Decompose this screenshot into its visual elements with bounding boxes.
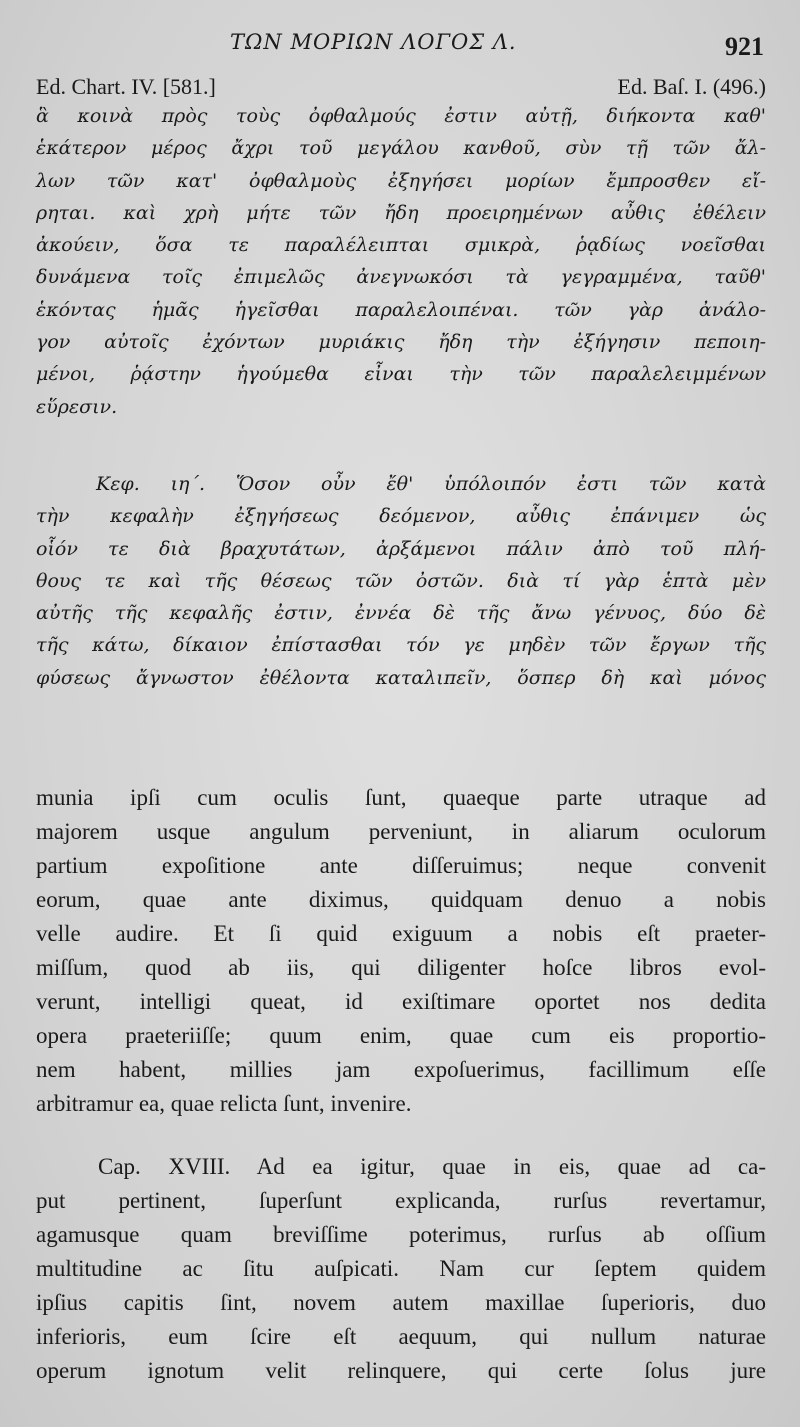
text-line: θους τε καὶ τῆς θέσεως τῶν ὀστῶν. διὰ τί γὰρ ἑπτὰ μὲν — [36, 569, 766, 592]
edition-chartier-ref: Ed. Chart. IV. [581.] — [36, 74, 216, 99]
latin-paragraph-1 — [36, 781, 766, 1121]
edition-reference-line — [36, 74, 766, 102]
text-line: λων τῶν κατ' ὀφθαλμοὺς ἐξηγήσει μορίων ἔμπροσθεν εἴ- — [36, 169, 766, 192]
chapter-heading-line: Cap. XVIII. Ad ea igitur, quae in eis, quae ad ca- — [98, 1154, 766, 1179]
text-line: put pertinent, ſuperſunt explicanda, rurſus revertamur, — [36, 1188, 766, 1213]
text-line: τῆς κάτω, δίκαιον ἐπίστασθαι τόν γε μηδὲν τῶν ἔργων τῆς — [36, 634, 766, 657]
text-line: nem habent, millies jam expoſuerimus, facillimum eſſe — [36, 1057, 766, 1082]
latin-paragraph-2 — [36, 1150, 766, 1388]
text-line: δυνάμενα τοῖς ἐπιμελῶς ἀνεγνωκόσι τὰ γεγραμμένα, ταῦθ' — [36, 266, 766, 289]
text-line: μένοι, ῥᾴστην ἡγούμεθα εἶναι τὴν τῶν παραλελειμμένων — [36, 363, 766, 386]
text-line: majorem usque angulum perveniunt, in aliarum oculorum — [36, 819, 766, 844]
text-line: ρηται. καὶ χρὴ μήτε τῶν ἤδη προειρημένων αὖθις ἐθέλειν — [36, 201, 766, 224]
text-line: αὐτῆς τῆς κεφαλῆς ἐστιν, ἐννέα δὲ τῆς ἄνω γένυος, δύο δὲ — [36, 602, 766, 625]
running-title: ΤΩΝ ΜΟΡΙΩΝ ΛΟΓΟΣ Λ. — [230, 30, 517, 54]
greek-paragraph-2 — [36, 468, 766, 694]
text-line: multitudine ac ſitu auſpicati. Nam cur ſeptem quidem — [36, 1256, 766, 1281]
page-header — [0, 26, 800, 66]
text-line: operum ignotum velit relinquere, qui certe ſolus jure — [36, 1358, 766, 1383]
text-line: ἑκάτερον μέρος ἄχρι τοῦ μεγάλου κανθοῦ, σὺν τῇ τῶν ἄλ- — [36, 137, 766, 160]
text-line: inferioris, eum ſcire eſt aequum, qui nullum naturae — [36, 1324, 766, 1349]
text-line: agamusque quam breviſſime poterimus, rurſus ab oſſium — [36, 1222, 766, 1247]
text-line: οἷόν τε διὰ βραχυτάτων, ἀρξάμενοι πάλιν ἀπὸ τοῦ πλή- — [36, 537, 766, 560]
page-number: 921 — [725, 32, 764, 61]
text-line: verunt, intelligi queat, id exiſtimare oportet nos dedita — [36, 989, 766, 1014]
text-line: velle audire. Et ſi quid exiguum a nobis eſt praeter- — [36, 921, 766, 946]
text-line: ἑκόντας ἡμᾶς ἡγεῖσθαι παραλελοιπέναι. τῶν γὰρ ἀνάλο- — [36, 298, 766, 321]
greek-paragraph-1 — [36, 100, 766, 423]
text-line: eorum, quae ante diximus, quidquam denuo a nobis — [36, 887, 766, 912]
text-line: miſſum, quod ab iis, qui diligenter hoſce libros evol- — [36, 955, 766, 980]
text-line: ἃ κοινὰ πρὸς τοὺς ὀφθαλμούς ἐστιν αὐτῇ, διήκοντα καθ' — [36, 105, 766, 127]
text-line: opera praeteriiſſe; quum enim, quae cum eis proportio- — [36, 1023, 766, 1048]
text-line: τὴν κεφαλὴν ἐξηγήσεως δεόμενον, αὖθις ἐπάνιμεν ὡς — [36, 505, 766, 528]
text-line: εὕρεσιν. — [36, 395, 118, 418]
text-line: partium expoſitione ante diſſeruimus; neque convenit — [36, 853, 766, 878]
chapter-heading-line: Κεφ. ιη΄. Ὅσον οὖν ἔθ' ὑπόλοιπόν ἐστι τῶν κατὰ — [96, 473, 766, 495]
text-line: φύσεως ἄγνωστον ἐθέλοντα καταλιπεῖν, ὅσπερ δὴ καὶ μόνος — [36, 666, 766, 689]
text-line: munia ipſi cum oculis ſunt, quaeque parte utraque ad — [36, 785, 766, 810]
text-line: arbitramur ea, quae relicta ſunt, invenire. — [36, 1091, 412, 1116]
text-line: ipſius capitis ſint, novem autem maxillae ſuperioris, duo — [36, 1290, 766, 1315]
text-line: γον αὐτοῖς ἐχόντων μυριάκις ἤδη τὴν ἐξήγησιν πεποιη- — [36, 331, 766, 354]
edition-basel-ref: Ed. Baſ. I. (496.) — [617, 74, 766, 99]
text-line: ἀκούειν, ὅσα τε παραλέλειπται σμικρὰ, ῥᾳδίως νοεῖσθαι — [36, 234, 766, 257]
